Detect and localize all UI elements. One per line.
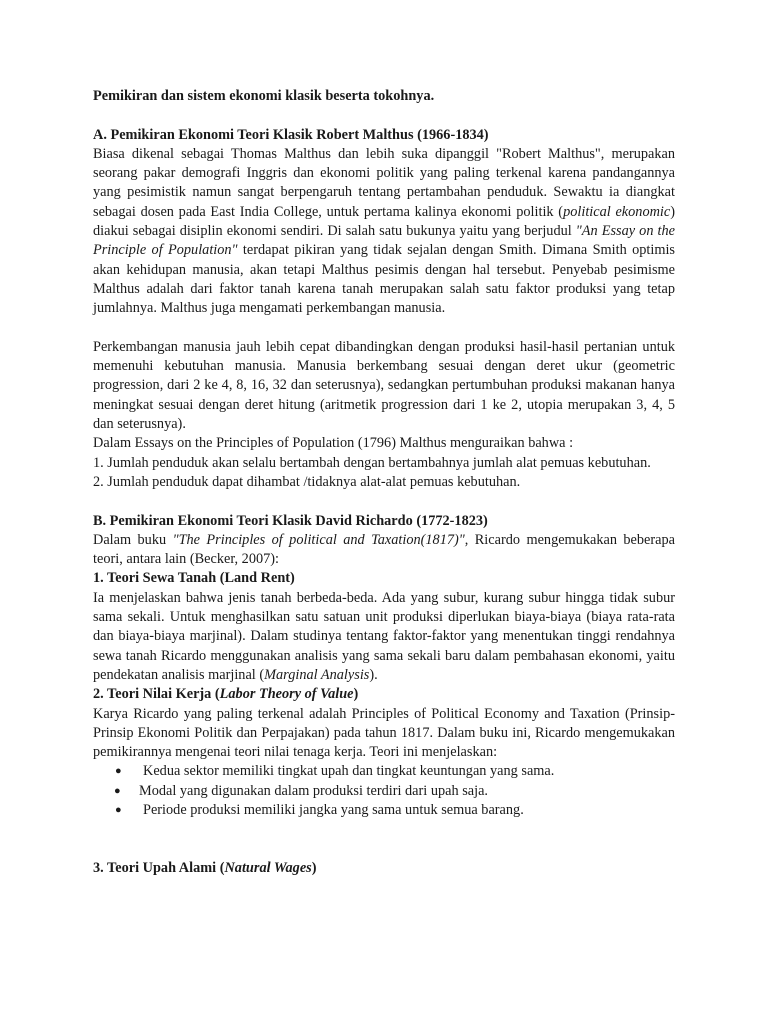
section-a-list-item-2: 2. Jumlah penduduk dapat dihambat /tidaknya alat-alat pemuas kebutuhan. — [93, 473, 521, 490]
subsection-2-heading: 2. Teori Nilai Kerja (Labor Theory of Value) — [93, 686, 359, 703]
list-item: ● Modal yang digunakan dalam produksi terdiri dari upah saja. — [93, 782, 675, 801]
section-a-heading: A. Pemikiran Ekonomi Teori Klasik Robert Malthus (1966-1834) — [93, 126, 489, 143]
list-item: ● Periode produksi memiliki jangka yang sama untuk semua barang. — [93, 801, 675, 820]
main-title: Pemikiran dan sistem ekonomi klasik beserta tokohnya. — [93, 88, 435, 104]
section-a-paragraph-1: Biasa dikenal sebagai Thomas Malthus dan lebih suka dipanggil "Robert Malthus", merupakan seorang pakar demografi Inggris dan ekonomi politik yang paling terkenal karena pandangannya yang pesimistik namun sangat berpengaruh tentang pertambahan penduduk. Sewaktu ia diangkat sebagai dosen pada East India College, untuk pertama kalinya ekonomi politik (political ekonomic) diakui sebagai disiplin ekonomi sendiri. Di salah satu bukunya yaitu yang berjudul "An Essay on the Principle of Population" terdapat pikiran yang tidak sejalan dengan Smith. Dimana Smith optimis akan kehidupan manusia, akan tetapi Malthus pesimis dengan hal tersebut. Penyebab pesimisme Malthus adalah dari faktor tanah karena tanah merupakan salah satu faktor produksi yang tetap jumlahnya. Malthus juga mengamati perkembangan manusia. — [93, 145, 676, 317]
bullet-icon: ● — [114, 784, 121, 797]
bullet-icon: ● — [115, 803, 122, 816]
italic-term: Marginal Analysis — [264, 666, 370, 683]
document-content — [93, 87, 675, 878]
section-a-paragraph-2: Perkembangan manusia jauh lebih cepat dibandingkan dengan produksi hasil-hasil pertanian untuk memenuhi kebutuhan manusia. Manusia berkembang sesuai dengan deret ukur (geometric progression, dari 2 ke 4, 8, 16, 32 dan seterusnya), sedangkan pertumbuhan produksi makanan hanya meningkat sesuai dengan deret hitung (aritmetik progression dari 1 ke 2, utopia merupakan 3, 4, 5 dan seterusnya). — [93, 338, 675, 433]
bullet-icon: ● — [115, 765, 122, 778]
book-title: "An Essay on the Principle of Population" — [93, 223, 676, 259]
subsection-3-heading: 3. Teori Upah Alami (Natural Wages) — [93, 859, 317, 876]
subsection-1-text: Ia menjelaskan bahwa jenis tanah berbeda-beda. Ada yang subur, kurang subur hingga tidak subur sama sekali. Untuk menghasilkan satu satuan unit produksi diperlukan biaya-biaya (biaya rata-rata dan biaya-biaya marjinal). Dalam studinya tentang faktor-faktor yang menentukan tinggi rendahnya sewa tanah Ricardo menggunakan analisis yang sama sekali baru dalam pembahasan ekonomi, yaitu pendekatan analisis marjinal (Marginal Analysis). — [93, 589, 675, 683]
list-item: ● Kedua sektor memiliki tingkat upah dan tingkat keuntungan yang sama. — [93, 762, 675, 781]
section-b-heading: B. Pemikiran Ekonomi Teori Klasik David Richardo (1772-1823) — [93, 512, 488, 529]
section-a-paragraph-3: Dalam Essays on the Principles of Population (1796) Malthus menguraikan bahwa : — [93, 435, 574, 452]
section-b-intro: Dalam buku "The Principles of political and Taxation(1817)", Ricardo mengemukakan beberapa teori, antara lain (Becker, 2007): — [93, 531, 675, 568]
section-a-list-item-1: 1. Jumlah penduduk akan selalu bertambah dengan bertambahnya jumlah alat pemuas kebutuhan. — [93, 454, 651, 471]
italic-term: political ekonomic — [563, 203, 671, 220]
book-title: "The Principles of political and Taxation(1817)" — [172, 531, 465, 548]
subsection-1-heading: 1. Teori Sewa Tanah (Land Rent) — [93, 570, 295, 587]
bullet-list — [93, 762, 675, 820]
subsection-2-text: Karya Ricardo yang paling terkenal adalah Principles of Political Economy and Taxation (Prinsip-Prinsip Ekonomi Politik dan Perpajakan) pada tahun 1817. Dalam buku ini, Ricardo mengemukakan pemikirannya mengenai teori nilai tenaga kerja. Teori ini menjelaskan: — [93, 705, 675, 761]
